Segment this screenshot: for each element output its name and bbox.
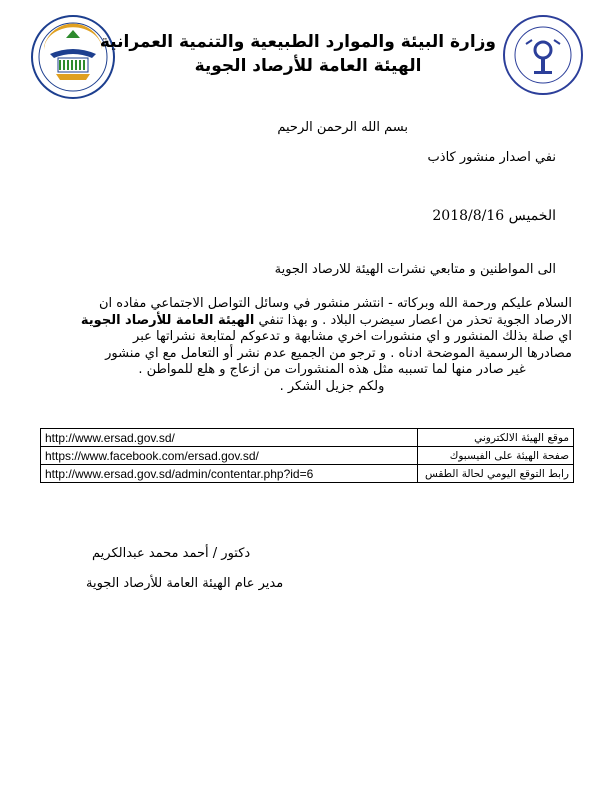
- table-row: [41, 447, 574, 465]
- body-line: اي صلة بذلك المنشور و اي منشورات اخري مشابهة و تدعوكم لمتابعة نشراتها عبر: [133, 329, 572, 344]
- body-line: ولكم جزيل الشكر .: [279, 378, 385, 394]
- body-line: مصادرها الرسمية الموضحة ادناه . و ترجو من الجميع عدم نشر أو التعامل مع اي منشور: [105, 345, 572, 361]
- link-label: موقع الهيئة الالكتروني: [418, 429, 574, 447]
- letterhead: [99, 30, 496, 78]
- link-weather-forecast[interactable]: http://www.ersad.gov.sd/admin/contentar.php?id=6: [41, 465, 418, 483]
- meteorological-authority-logo: [502, 14, 584, 96]
- link-label: رابط التوقع اليومي لحالة الطقس: [418, 465, 574, 483]
- link-facebook[interactable]: https://www.facebook.com/ersad.gov.sd/: [41, 447, 418, 465]
- table-row: [41, 465, 574, 483]
- letter-date: الخميس 2018/8/16: [432, 208, 556, 224]
- basmala: بسم الله الرحمن الرحيم: [277, 120, 408, 135]
- ministry-name: وزارة البيئة والموارد الطبيعية والتنمية العمرانية: [99, 32, 496, 52]
- link-label: صفحة الهيئة على الفيسبوك: [418, 447, 574, 465]
- authority-name: الهيئة العامة للأرصاد الجوية: [194, 56, 422, 76]
- authority-emphasis: الهيئة العامة للأرصاد الجوية: [80, 312, 255, 328]
- body-line: غير صادر منها لما تسببه مثل هذه المنشورات من ازعاج و هلع للمواطن .: [138, 362, 526, 377]
- link-website[interactable]: http://www.ersad.gov.sd/: [41, 429, 418, 447]
- addressee: الى المواطنين و متابعي نشرات الهيئة للارصاد الجوية: [274, 262, 556, 277]
- official-links-table: [40, 428, 574, 483]
- table-row: [41, 429, 574, 447]
- subject-line: نفي اصدار منشور كاذب: [427, 150, 556, 165]
- body-line: السلام عليكم ورحمة الله وبركاته - انتشر منشور في وسائل التواصل الاجتماعي مفاده ان: [99, 296, 572, 311]
- body-line: الارصاد الجوية تحذر من اعصار سيضرب البلاد . و بهذا تنفي الهيئة العامة للأرصاد الجوية: [80, 312, 572, 328]
- signatory-name: دكتور / أحمد محمد عبدالكريم: [92, 546, 251, 561]
- letter-body: [80, 296, 572, 395]
- signatory-title: مدير عام الهيئة العامة للأرصاد الجوية: [86, 576, 284, 591]
- ministry-logo: [30, 14, 116, 100]
